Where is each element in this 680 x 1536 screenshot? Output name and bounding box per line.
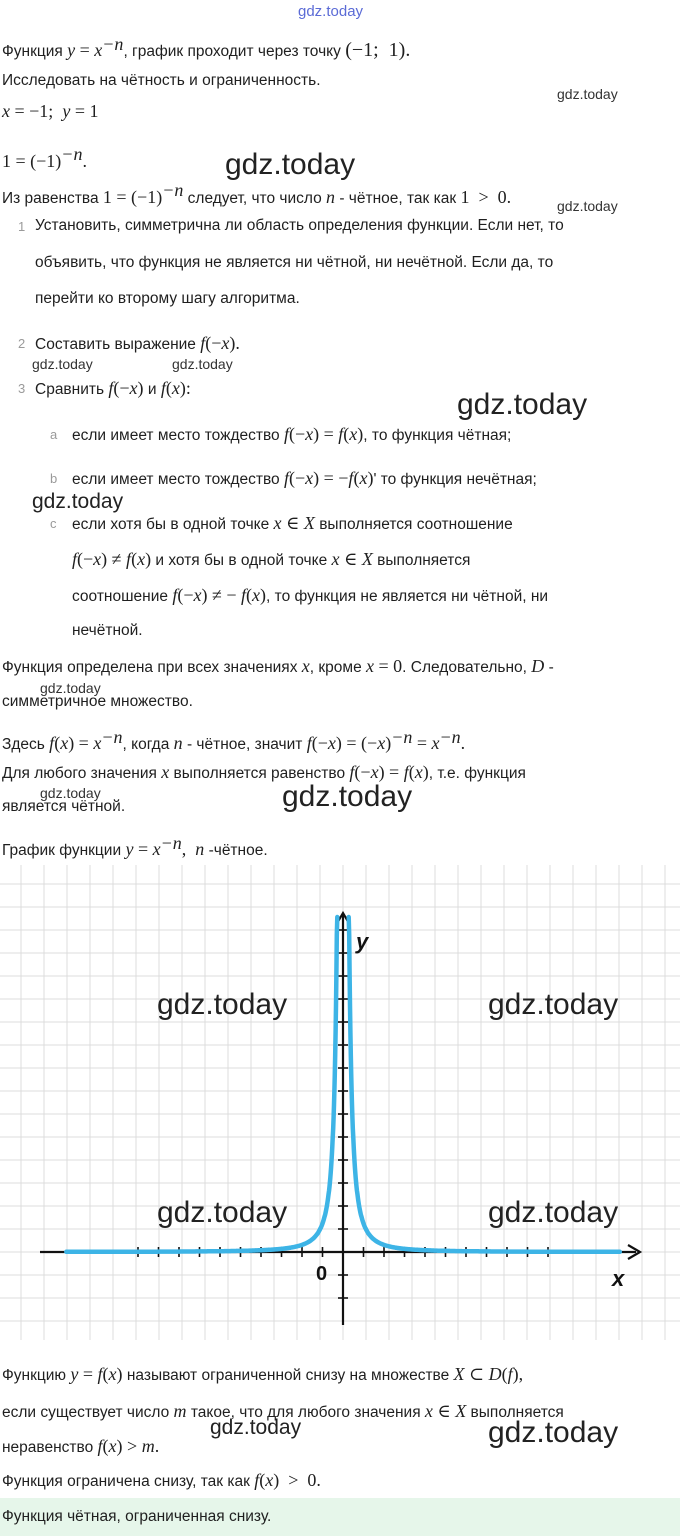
substep-text: f(−x) ≠ f(x) и хотя бы в одной точке x ∈ X выполняется (72, 549, 471, 569)
step-text: объявить, что функция не является ни чётной, ни нечётной. Если да, то (35, 254, 554, 271)
y-axis-label: y (356, 929, 369, 954)
text: такое, что для любого значения (190, 1404, 421, 1421)
bounded-line: Функция ограничена снизу, так как f(x) > 0. (2, 1470, 321, 1490)
graph-caption: График функции $y = x^{-n}$, n -чётное. (2, 833, 268, 860)
watermark-top: gdz.today (298, 3, 364, 20)
text: , то функция не является ни чётной, ни (266, 588, 549, 605)
watermark: gdz.today (32, 490, 124, 513)
text: выполняется (470, 1404, 564, 1421)
step-number: 2 (18, 336, 26, 351)
step-text: перейти ко второму шагу алгоритма. (35, 290, 300, 307)
text: Функция (2, 43, 63, 61)
text: Сравнить (35, 381, 105, 398)
watermark: gdz.today (457, 388, 588, 421)
substep-text: если имеет место тождество f(−x) = f(x), то функция чётная; (72, 424, 512, 444)
text: - (548, 659, 554, 676)
text: следует, что число (187, 190, 322, 207)
text: Составить выражение (35, 336, 196, 353)
text: Функцию (2, 1367, 67, 1384)
step-text: Составить выражение f(−x). (35, 333, 240, 353)
step-number: 1 (18, 219, 26, 234)
watermark: gdz.today (488, 988, 619, 1021)
definition-line: если существует число m такое, что для любого значения x ∈ X выполняется (2, 1401, 564, 1421)
eq-substitution: x = −1; y = 1 (2, 101, 99, 121)
text: - чётное, значит (186, 736, 303, 754)
text: , т.е. функция (428, 765, 526, 782)
substep-letter: b (50, 471, 58, 486)
text: неравенство (2, 1439, 94, 1456)
function-graph (0, 865, 680, 1340)
equality-line: является чётной. (2, 798, 126, 815)
text: - чётное, так как (339, 190, 457, 207)
watermark: gdz.today (40, 785, 101, 801)
watermark: gdz.today (557, 198, 618, 214)
watermark: gdz.today (40, 680, 101, 696)
text: ' то функция нечётная; (373, 471, 537, 488)
text: -чётное. (208, 842, 268, 860)
intro-line: Функция $y = x^{-n}$, график проходит через точку (−1; 1). (2, 34, 411, 62)
text: , график проходит через точку (123, 43, 341, 61)
step-text: Сравнить f(−x) и f(x): (35, 378, 191, 398)
watermark: gdz.today (488, 1416, 619, 1449)
watermark: gdz.today (488, 1196, 619, 1229)
here-line: Здесь $f(x) = x^{-n}$, когда n - чётное, значит $f(-x) = (-x)^{-n} = x^{-n}$. (2, 727, 466, 754)
watermark: gdz.today (210, 1416, 302, 1439)
text: Функция определена при всех значениях (2, 659, 298, 676)
text: выполняется равенство (173, 765, 346, 782)
substep-text: если имеет место тождество f(−x) = −f(x)' то функция нечётная; (72, 468, 537, 488)
substep-text: соотношение f(−x) ≠ − f(x), то функция не является ни чётной, ни (72, 585, 549, 605)
text: и (147, 381, 157, 398)
text: Здесь (2, 736, 45, 754)
answer-box (0, 1498, 680, 1536)
text: если имеет место тождество (72, 427, 280, 444)
watermark: gdz.today (157, 988, 288, 1021)
text: . Следовательно, (402, 659, 527, 676)
answer-text: Функция чётная, ограниченная снизу. (2, 1508, 272, 1525)
text: если имеет место тождество (72, 471, 280, 488)
text: называют ограниченной снизу на множестве (126, 1367, 450, 1384)
text: выполняется (377, 552, 471, 569)
watermark: gdz.today (225, 148, 356, 181)
text: Функция ограничена снизу, так как (2, 1473, 250, 1490)
step-number: 3 (18, 381, 26, 396)
step-text: Установить, симметрична ли область определения функции. Если нет, то (35, 217, 564, 234)
text: соотношение (72, 588, 168, 605)
substep-letter: c (50, 516, 57, 531)
definition-line: неравенство f(x) > m. (2, 1436, 160, 1456)
text: если существует число (2, 1404, 170, 1421)
text: , кроме (309, 659, 362, 676)
text: если хотя бы в одной точке (72, 516, 270, 533)
definition-line: Функцию y = f(x) называют ограниченной снизу на множестве X ⊂ D(f), (2, 1364, 524, 1384)
task-line: Исследовать на чётность и ограниченность. (2, 72, 321, 89)
substep-letter: a (50, 427, 58, 442)
watermark: gdz.today (282, 780, 413, 813)
watermark: gdz.today (172, 356, 233, 372)
text: и хотя бы в одной точке (155, 552, 328, 569)
eq-result: $1 = (-1)^{-n}$. (2, 144, 87, 171)
domain-line: Функция определена при всех значениях x, кроме x = 0. Следовательно, D - (2, 656, 554, 676)
origin-label: 0 (316, 1263, 328, 1285)
equality-line: Для любого значения x выполняется равенство f(−x) = f(x), т.е. функция (2, 762, 526, 782)
text: , когда (122, 736, 170, 754)
substep-text: нечётной. (72, 622, 143, 639)
watermark: gdz.today (32, 356, 93, 372)
x-axis-label: x (612, 1266, 625, 1291)
formula: y (67, 40, 76, 61)
text: , то функция чётная; (363, 427, 512, 444)
text: выполняется соотношение (319, 516, 513, 533)
text: Для любого значения (2, 765, 157, 782)
domain-line: симметричное множество. (2, 693, 193, 710)
parity-line: Из равенства $1 = (-1)^{-n}$ следует, что число n - чётное, так как 1 > 0. (2, 180, 512, 207)
watermark: gdz.today (157, 1196, 288, 1229)
text: График функции (2, 842, 122, 860)
substep-text: если хотя бы в одной точке x ∈ X выполняется соотношение (72, 513, 513, 533)
watermark: gdz.today (557, 86, 618, 102)
text: Из равенства (2, 190, 99, 207)
